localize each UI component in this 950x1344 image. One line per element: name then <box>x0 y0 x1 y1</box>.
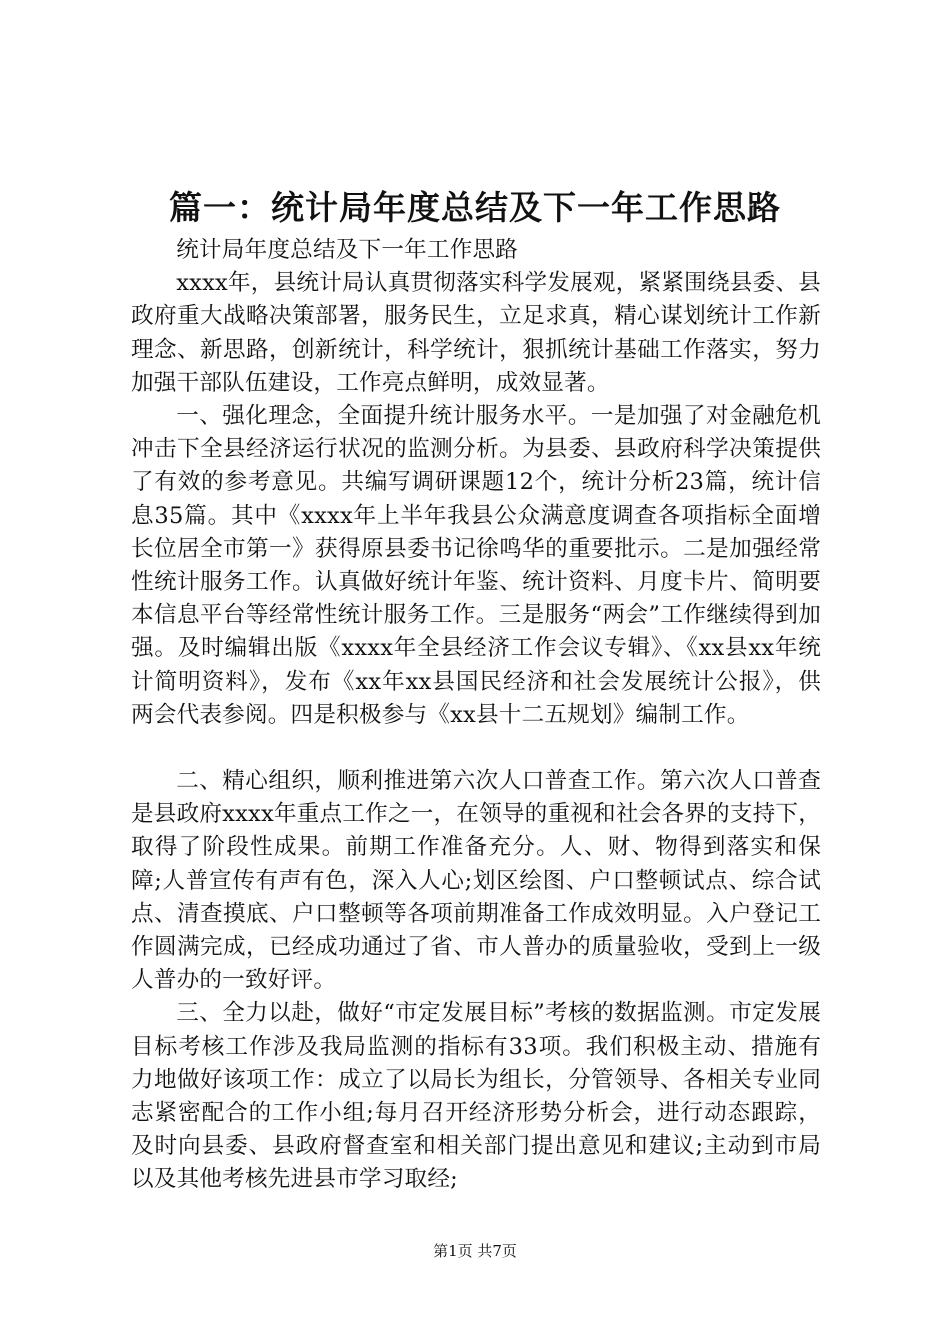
paragraph-section-3: 三、全力以赴，做好“市定发展目标”考核的数据监测。市定发展目标考核工作涉及我局监测的指标有33项。我们积极主动、措施有力地做好该项工作：成立了以局长为组长，分管领导、各相关专业同志紧密配合的工作小组;每月召开经济形势分析会，进行动态跟踪，及时向县委、县政府督查室和相关部门提出意见和建议;主动到市局以及其他考核先进县市学习取经; <box>131 1000 821 1193</box>
paragraph-section-1: 一、强化理念，全面提升统计服务水平。一是加强了对金融危机冲击下全县经济运行状况的监测分析。为县委、县政府科学决策提供了有效的参考意见。共编写调研课题12个，统计分析23篇，统计信息35篇。其中《xxxx年上半年我县公众满意度调查各项指标全面增长位居全市第一》获得原县委书记徐鸣华的重要批示。二是加强经常性统计服务工作。认真做好统计年鉴、统计资料、月度卡片、简明要本信息平台等经常性统计服务工作。三是服务“两会”工作继续得到加强。及时编辑出版《xxxx年全县经济工作会议专辑》、《xx县xx年统计简明资料》，发布《xx年xx县国民经济和社会发展统计公报》，供两会代表参阅。四是积极参与《xx县十二五规划》编制工作。 <box>131 403 821 728</box>
paragraph-intro: xxxx年，县统计局认真贯彻落实科学发展观，紧紧围绕县委、县政府重大战略决策部署，服务民生，立足求真，精心谋划统计工作新理念、新思路，创新统计，科学统计，狠抓统计基础工作落实，努力加强干部队伍建设，工作亮点鲜明，成效显著。 <box>131 270 821 396</box>
document-body <box>131 234 821 1197</box>
paragraph-subtitle: 统计局年度总结及下一年工作思路 <box>176 237 519 263</box>
document-title: 篇一：统计局年度总结及下一年工作思路 <box>169 188 781 227</box>
page-footer: 第1页 共7页 <box>433 1242 517 1260</box>
paragraph-section-2: 二、精心组织，顺利推进第六次人口普查工作。第六次人口普查是县政府xxxx年重点工作之一，在领导的重视和社会各界的支持下，取得了阶段性成果。前期工作准备充分。人、财、物得到落实和保障;人普宣传有声有色，深入人心;划区绘图、户口整顿试点、综合试点、清查摸底、户口整顿等各项前期准备工作成效明显。入户登记工作圆满完成，已经成功通过了省、市人普办的质量验收，受到上一级人普办的一致好评。 <box>131 768 821 994</box>
